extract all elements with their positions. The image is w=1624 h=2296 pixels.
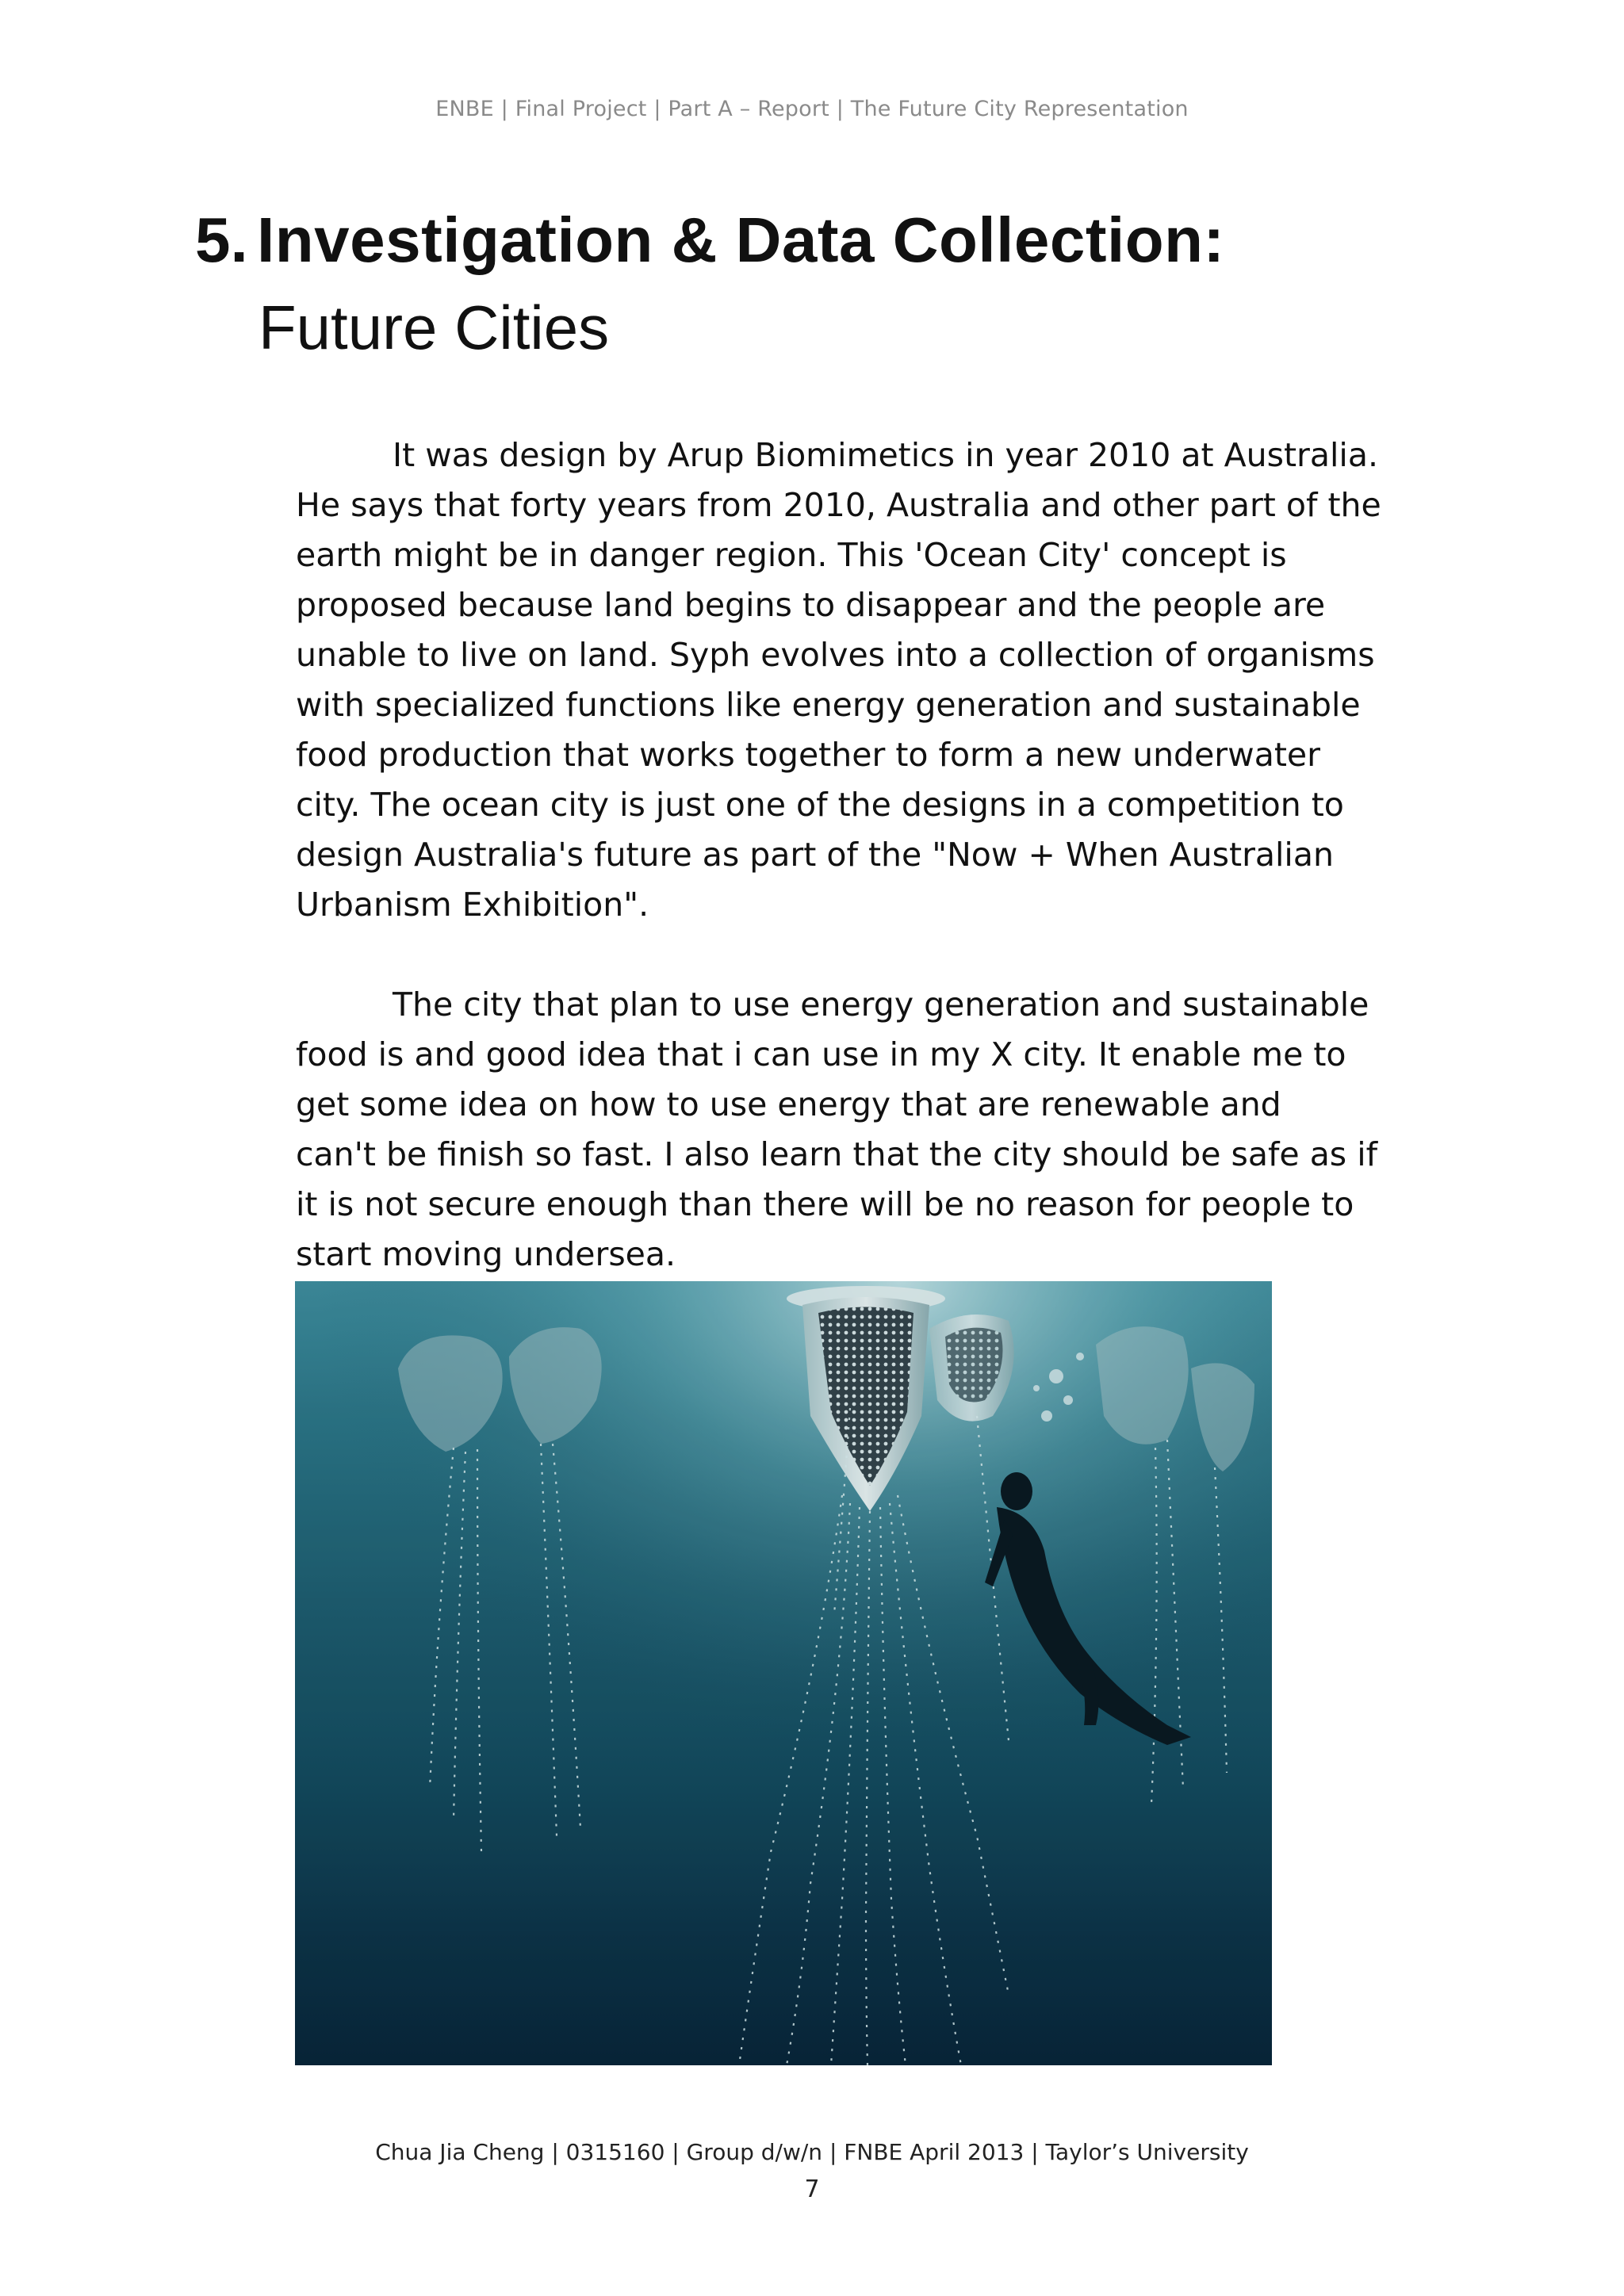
paragraph-line: food production that works together to form a new underwater	[296, 736, 1320, 774]
page-number: 7	[804, 2175, 820, 2203]
ocean-city-illustration	[295, 1281, 1272, 2065]
paragraph-line: proposed because land begins to disappear and the people are	[296, 586, 1326, 624]
running-header: ENBE | Final Project | Part A – Report | The Future City Representation	[435, 97, 1189, 121]
paragraph-line: He says that forty years from 2010, Australia and other part of the	[296, 486, 1381, 524]
section-subtitle: Future Cities	[259, 293, 610, 362]
paragraph-line: food is and good idea that i can use in my X city. It enable me to	[296, 1035, 1346, 1073]
paragraph-line: earth might be in danger region. This 'Ocean City' concept is	[296, 536, 1287, 574]
body-paragraph-2	[296, 980, 1446, 1280]
body-paragraph-1	[296, 430, 1446, 930]
paragraph-line: Urbanism Exhibition".	[296, 886, 649, 924]
section-title: Investigation & Data Collection:	[257, 205, 1225, 275]
running-footer: Chua Jia Cheng | 0315160 | Group d/w/n | FNBE April 2013 | Taylor’s University	[375, 2139, 1249, 2165]
section-number: 5.	[195, 205, 248, 275]
paragraph-line: The city that plan to use energy generation and sustainable	[393, 985, 1369, 1024]
paragraph-line: get some idea on how to use energy that are renewable and	[296, 1085, 1281, 1123]
paragraph-line: It was design by Arup Biomimetics in year 2010 at Australia.	[393, 436, 1378, 474]
paragraph-line: city. The ocean city is just one of the designs in a competition to	[296, 786, 1344, 824]
section-heading	[195, 197, 1225, 284]
paragraph-line: start moving undersea.	[296, 1235, 676, 1273]
paragraph-line: with specialized functions like energy generation and sustainable	[296, 686, 1361, 724]
paragraph-line: unable to live on land. Syph evolves into a collection of organisms	[296, 636, 1375, 674]
paragraph-line: it is not secure enough than there will be no reason for people to	[296, 1185, 1354, 1223]
paragraph-line: design Australia's future as part of the "Now + When Australian	[296, 836, 1334, 874]
paragraph-line: can't be finish so fast. I also learn that the city should be safe as if	[296, 1135, 1378, 1173]
